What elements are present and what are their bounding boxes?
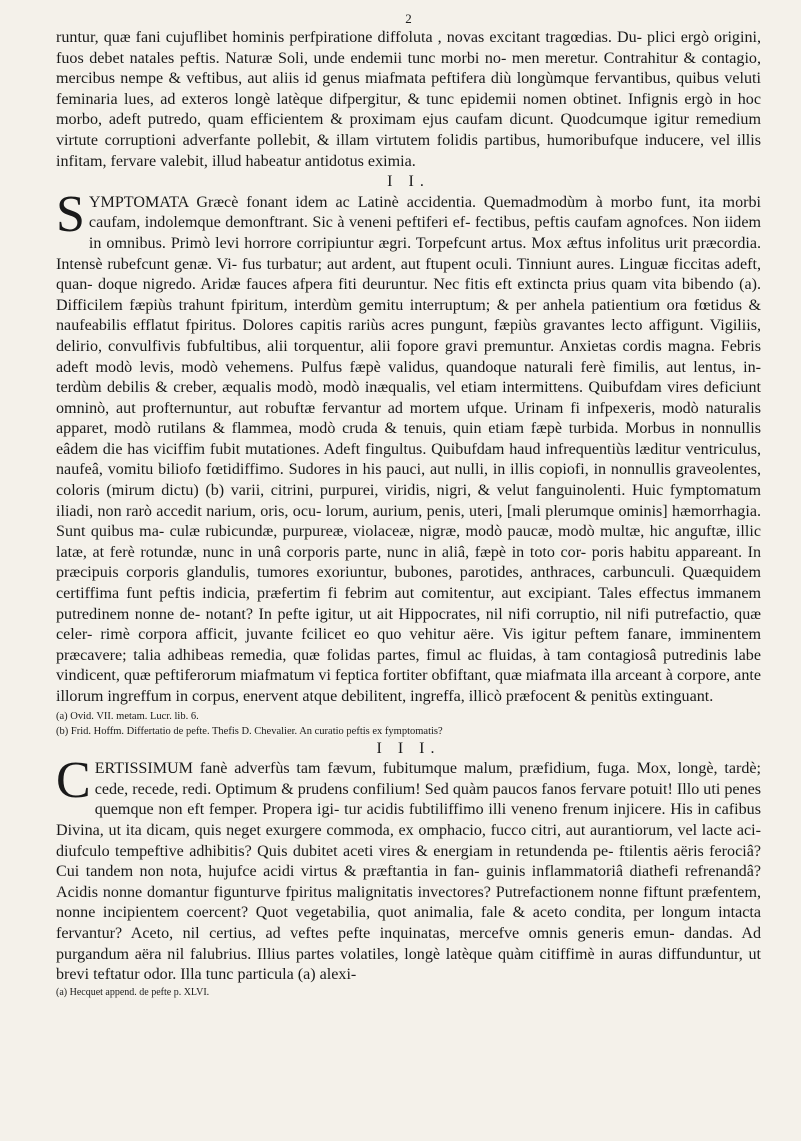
paragraph-symptomata-text: YMPTOMATA Græcè fonant idem ac Latinè accidentia. Quemadmodùm à morbo funt, ita morbi caufam, indolemque demonftrant. Sic à veneni peftiferi ef- fectibus, peftis caufam agnofces. Non iidem in omnibus. Primò levi horrore corripiuntur ægri. Torpefcunt artus. Mox æftus infolitus urit præcordia. Intensè rubefcunt genæ. Vi- fus turbatur; aut ardent, aut ftupent oculi. Tinniunt aures. Linguæ ficcitas adeft, quan- doque nigredo. Aridæ fauces afpera fiti deuruntur. Nec fitis eft extincta prius quam vita bibendo (a). Difficilem fæpiùs trahunt fpiritum, interdùm gemitu interruptum; & per anhela patientium ora fœtidus & naufeabilis efflatut fpiritus. Dolores capitis rariùs acres pungunt, fæpiùs gravantes lecto affigunt. Vigiliis, delirio, convulfivis fubfultibus, alii torquentur, alii fopore gravi premuntur. Anxietas cordis magna. Febris adeft modò levis, modò vehemens. Pulfus fæpè validus, quandoque naturali ferè fimilis, aut lentus, in- terdùm debilis & creber, æqualis modò, modò inæqualis, vel etiam intermittens. Quibufdam vires deficiunt omninò, aut profternuntur, aut robuftæ fervantur ad mortem ufque. Urinam fi infpexeris, modò naturalis apparet, modò rutilans & flammea, modò cruda & tenuis, quin etiam fæpè turbida. Morbus in nonnullis eâdem die has viciffim fubit mutationes. Adeft fingultus. Quibufdam haud infrequentiùs læditur ventriculus, naufeâ, vomitu biliofo fœtidiffimo. Sudores in his pauci, aut nulli, in illis copiofi, in nonnullis graveolentes, coloris (mirum dictu) (b) varii, citrini, purpurei, viridis, nigri, & velut fanguinolenti. Huic fymptomatum iliadi, non rarò accedit narium, oris, ocu- lorum, aurium, penis, uteri, [mali plerumque ominis] hæmorrhagia. Sunt quibus ma- culæ rubicundæ, purpureæ, violaceæ, nigræ, modò paucæ, modò multæ, hic anguftæ, illic latæ, at ferè rotundæ, nunc in unâ corporis parte, nunc in aliâ, fæpè in toto cor- poris habitu appareant. In præcipuis corporis glandulis, tumores exoriuntur, bubones, parotides, anthraces, carbunculi. Quæquidem certiffima funt peftis indicia, præfertim fi febrim aut comitentur, aut excipiant. Tales effectus immanem putredinem nonne de- notant? In pefte igitur, ut ait Hippocrates, nil nifi corruptio, nil nifi putrefactio, quæ celer- rimè corpora afficit, juvante fcilicet eo quo vehitur aëre. Vis igitur peftem fanare, imminentem præcavere; talia adhibeas remedia, quæ folidas partes, fimul ac fluidas, à tam contagiosâ putredinis labe vindicent, quæ peftiferorum miafmatum vi feptica fortiter obfiftant, quæ miafmata illa arceant à corpore, ante illorum ingreffum in corpus, enervent atque debilitent, ingreffa, illicò præfocent & penitùs extinguant. <box>56 193 761 705</box>
footnote-b: (b) Frid. Hoffm. Differtatio de pefte. Thefis D. Chevalier. An curatio peftis ex fymptomatis? <box>56 726 443 738</box>
paragraph-intro: runtur, quæ fani cujuflibet hominis perfpiratione diffoluta , novas excitant tragœdias. Du- plici ergò origini, fuos debet natales peftis. Naturæ Soli, unde endemii tunc morbi no- men meretur. Contrahitur & contagio, mercibus nempe & veftibus, aut aliis id genus miafmata peftifera diù longùmque fervantibus, quibus veluti feminaria lues, ad exteros longè latèque difpergitur, & tunc epidemii nomen obtinet. Infignis ergò in hoc morbo, adeft putredo, quam efficientem & proximam ejus caufam dicunt. Quodcumque igitur remedium virtute corruptioni adverfante pollebit, & illam virtutem folidis partibus, humoribufque inducere, vel illis infitam, fervare valebit, illud habeatur antidotus eximia. <box>56 29 761 170</box>
paragraph-certissimum-text: ERTISSIMUM fanè adverfùs tam fævum, fubitumque malum, præfidium, fuga. Mox, longè, tardè; cede, recede, redi. Optimum & prudens confilium! Sed quàm paucos fanos fervare potuit! Illo uti penes quemque non eft femper. Propera igi- tur acidis fubtiliffimo illi veneno frenum injicere. His in cafibus Divina, ut ita dicam, quis neget exurgere commoda, ex omphacio, fucco citri, aut aurantiorum, vel lacte aci- diufculo tempeftive adhibitis? Quis dubitet aceti vires & energiam in retundenda pe- ftilentis aëris ferociâ? Cui tandem non nota, hujufce acidi virtus & præftantia in fan- guinis inflammatoriâ diathefi refrenandâ? Acidis nonne domantur figunturve fpiritus malignitatis invectores? Putrefactionem nonne fiftunt præfentem, nonne incipientem coercent? Quot vegetabilia, quot animalia, fale & aceto condita, per longum intacta fervantur? Aceto, nil certius, ad veftes pefte inquinatas, mercefve omnis generis emun- dandas. Ad purgandum aëra nil falubrius. Illius partes volatiles, longè latèque quàm citiffimè in auras diffunduntur, ut brevi teftatur odor. Illa tunc particula (a) alexi- <box>56 760 761 984</box>
footnote-a: (a) Ovid. VII. metam. Lucr. lib. 6. <box>56 710 199 722</box>
paragraph-certissimum <box>56 752 761 986</box>
footnote-hecquet: (a) Hecquet append. de pefte p. XLVI. <box>56 986 210 998</box>
page-number: 2 <box>405 11 412 26</box>
drop-cap-c: C <box>56 752 91 810</box>
section-heading-2: I I. <box>387 173 430 191</box>
paragraph-symptomata <box>56 185 761 708</box>
section-heading-3: I I I. <box>376 739 441 757</box>
drop-cap-s: S <box>56 185 85 243</box>
